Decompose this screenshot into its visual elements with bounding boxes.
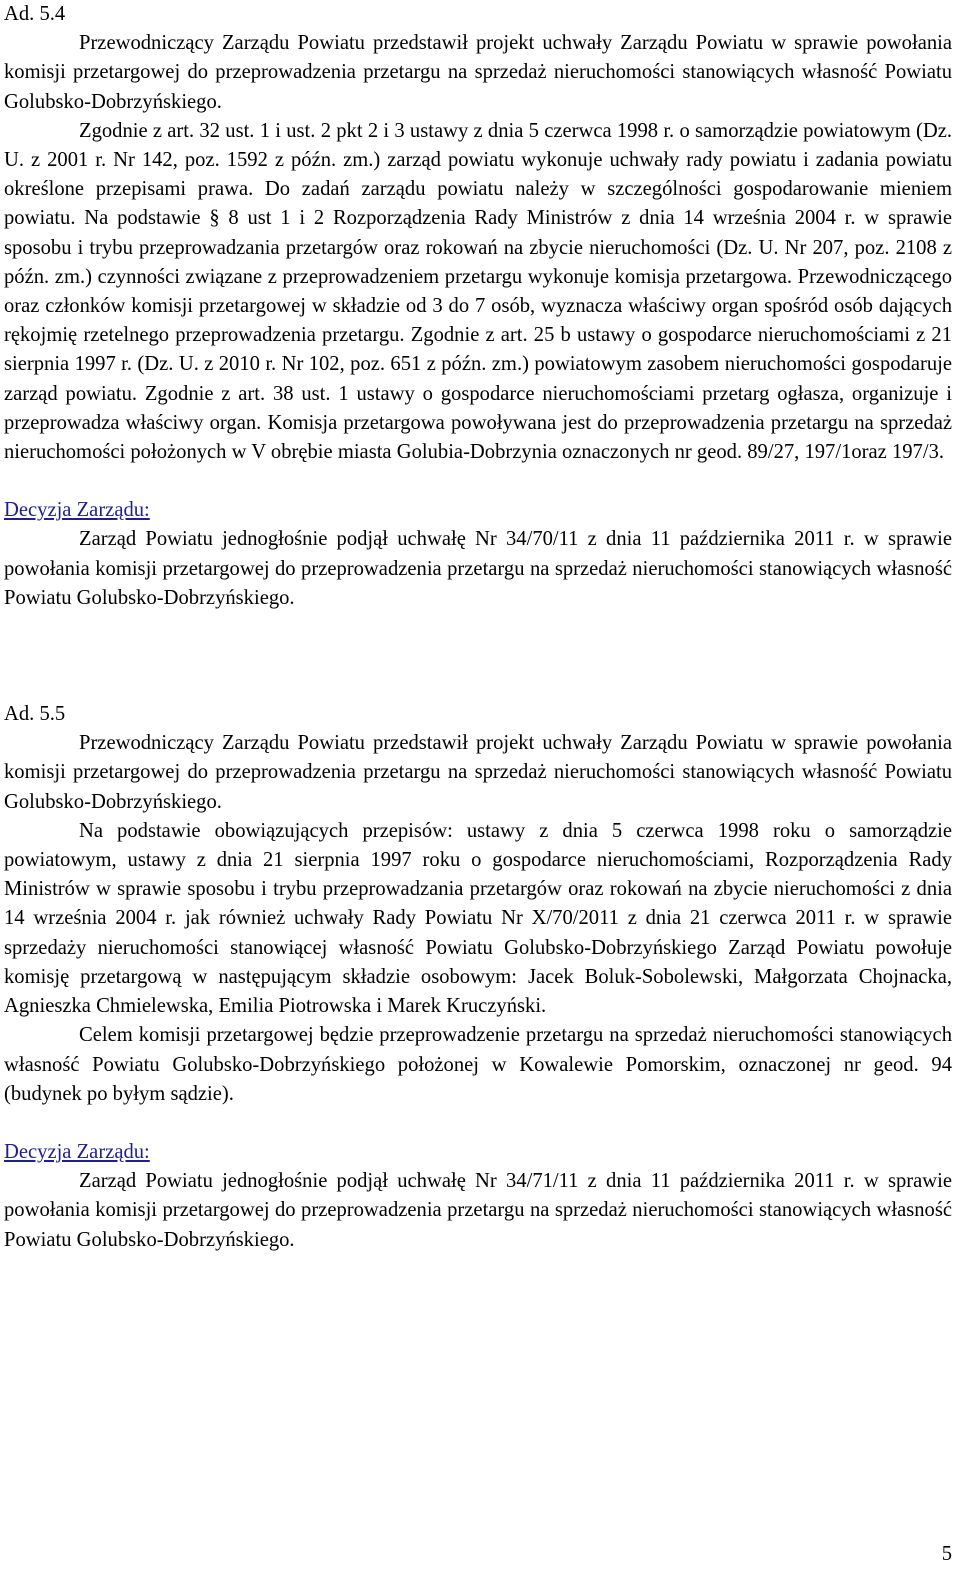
section-heading-5-5: Ad. 5.5 — [4, 703, 66, 726]
section-heading-5-4: Ad. 5.4 — [4, 3, 66, 25]
decision-text-5-5: Zarząd Powiatu jednogłośnie podjął uchwałę Nr 34/71/11 z dnia 11 października 2011 r. w sprawie powołania komisji przetargowej do przeprowadzenia przetargu na sprzedaż nieruchomości stanowiących własność Powiatu Golubsko-Dobrzyńskiego. — [4, 1170, 952, 1251]
spacer — [4, 467, 952, 496]
section-5-5-intro-paragraph: Przewodniczący Zarządu Powiatu przedstawił projekt uchwały Zarządu Powiatu w sprawie powołania komisji przetargowej do przeprowadzenia przetargu na sprzedaż nieruchomości stanowiących własność Powiatu Golubsko-Dobrzyńskiego. — [4, 732, 952, 813]
section-5-5-legal-paragraph: Na podstawie obowiązujących przepisów: ustawy z dnia 5 czerwca 1998 roku o samorządzie powiatowym, ustawy z dnia 21 sierpnia 1997 roku o gospodarce nieruchomościami, Rozporządzenia Rady Ministrów w sprawie sposobu i trybu przeprowadzania przetargów oraz rokowań na zbycie nieruchomości z dnia 14 września 2004 r. jak również uchwały Rady Powiatu Nr X/70/2011 z dnia 21 czerwca 2011 r. w sprawie sprzedaży nieruchomości stanowiącej własność Powiatu Golubsko-Dobrzyńskiego Zarząd Powiatu powołuje komisję przetargową w następującym składzie osobowym: Jacek Boluk-Sobolewski, Małgorzata Chojnacka, Agnieszka Chmielewska, Emilia Piotrowska i Marek Kruczyński. — [4, 819, 952, 1018]
section-5-5-purpose-paragraph: Celem komisji przetargowej będzie przeprowadzenie przetargu na sprzedaż nieruchomości stanowiących własność Powiatu Golubsko-Dobrzyńskiego położonej w Kowalewie Pomorskim, oznaczonej nr geod. 94 (budynek po byłym sądzie). — [4, 1024, 952, 1105]
decision-label-5-4: Decyzja Zarządu: — [4, 499, 150, 522]
spacer — [4, 613, 952, 700]
decision-text-5-4: Zarząd Powiatu jednogłośnie podjął uchwałę Nr 34/70/11 z dnia 11 października 2011 r. w sprawie powołania komisji przetargowej do przeprowadzenia przetargu na sprzedaż nieruchomości stanowiących własność Powiatu Golubsko-Dobrzyńskiego. — [4, 528, 952, 609]
spacer — [4, 1109, 952, 1138]
section-5-4-intro-paragraph: Przewodniczący Zarządu Powiatu przedstawił projekt uchwały Zarządu Powiatu w sprawie powołania komisji przetargowej do przeprowadzenia przetargu na sprzedaż nieruchomości stanowiących własność Powiatu Golubsko-Dobrzyńskiego. — [4, 32, 952, 113]
decision-label-5-5: Decyzja Zarządu: — [4, 1140, 150, 1163]
section-5-4-legal-paragraph: Zgodnie z art. 32 ust. 1 i ust. 2 pkt 2 i 3 ustawy z dnia 5 czerwca 1998 r. o samorządzie powiatowym (Dz. U. z 2001 r. Nr 142, poz. 1592 z późn. zm.) zarząd powiatu wykonuje uchwały rady powiatu i zadania powiatu określone przepisami prawa. Do zadań zarządu powiatu należy w szczególności gospodarowanie mieniem powiatu. Na podstawie § 8 ust 1 i 2 Rozporządzenia Rady Ministrów z dnia 14 września 2004 r. w sprawie sposobu i trybu przeprowadzania przetargów oraz rokowań na zbycie nieruchomości (Dz. U. Nr 207, poz. 2108 z późn. zm.) czynności związane z przeprowadzeniem przetargu wykonuje komisja przetargowa. Przewodniczącego oraz członków komisji przetargowej w składzie od 3 do 7 osób, wyznacza właściwy organ spośród osób dających rękojmię rzetelnego przeprowadzenia przetargu. Zgodnie z art. 25 b ustawy o gospodarce nieruchomościami z 21 sierpnia 1997 r. (Dz. U. z 2010 r. Nr 102, poz. 651 z późn. zm.) powiatowym zasobem nieruchomości gospodaruje zarząd powiatu. Zgodnie z art. 38 ust. 1 ustawy o gospodarce nieruchomościami przetarg ogłasza, organizuje i przeprowadza właściwy organ. Komisja przetargowa powoływana jest do przeprowadzenia przetargu na sprzedaż nieruchomości położonych w V obrębie miasta Golubia-Dobrzynia oznaczonych nr geod. 89/27, 197/1oraz 197/3. — [4, 119, 952, 464]
document-page — [4, 0, 952, 1255]
page-number: 5 — [941, 1542, 952, 1565]
